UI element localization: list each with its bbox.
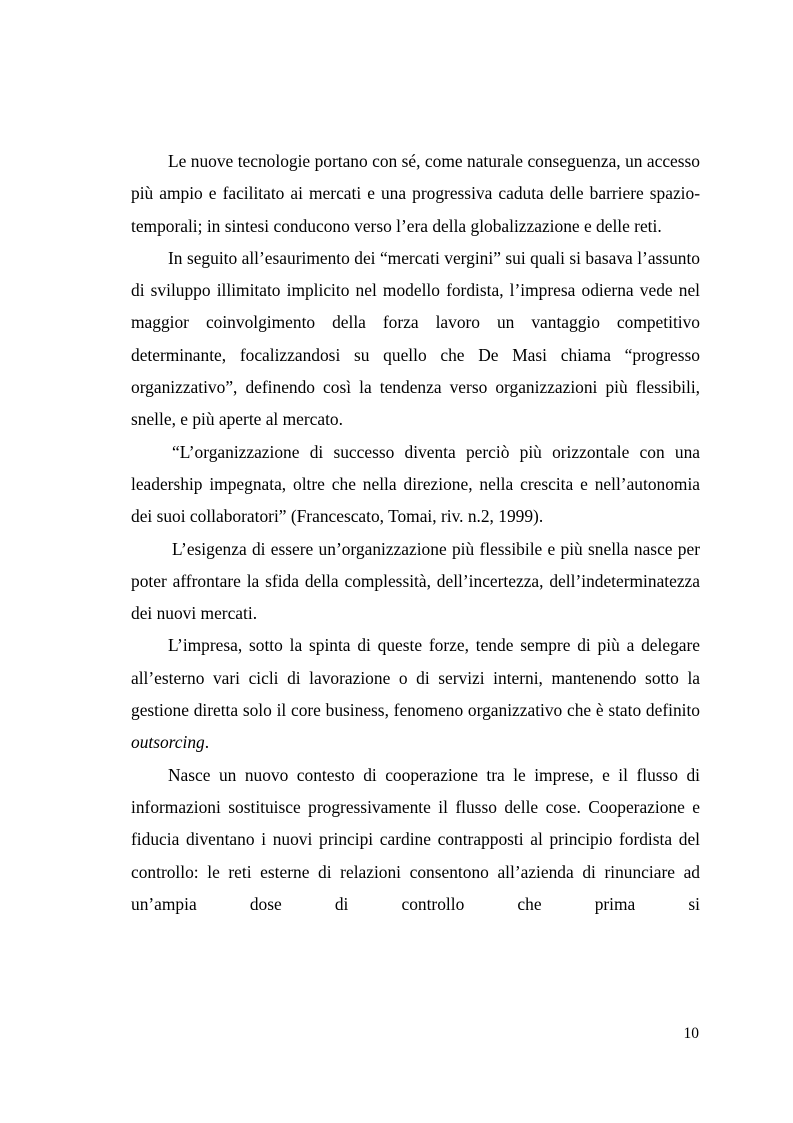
paragraph-text: L’impresa, sotto la spinta di queste forze, tende sempre di più a delegare all’esterno vari cicli di lavorazione o di servizi interni, mantenendo sotto la gestione diretta solo il core business, fenomeno organizzativo che è stato definito [131,635,700,721]
paragraph [131,629,700,758]
paragraph-text: . [204,732,210,753]
paragraph: Le nuove tecnologie portano con sé, come naturale conseguenza, un accesso più ampio e facilitato ai mercati e una progressiva caduta delle barriere spazio-temporali; in sintesi conducono verso l’era della globalizzazione e delle reti. [131,151,700,236]
emphasized-term: outsorcing [131,732,205,753]
page-number: 10 [683,1025,699,1042]
paragraph: In seguito all’esaurimento dei “mercati vergini” sui quali si basava l’assunto di sviluppo illimitato implicito nel modello fordista, l’impresa odierna vede nel maggior coinvolgimento della forza lavoro un vantaggio competitivo determinante, focalizzandosi su quello che De Masi chiama “progresso organizzativo”, definendo così la tendenza verso organizzazioni più flessibili, snelle, e più aperte al mercato. [131,247,700,430]
paragraph: L’esigenza di essere un’organizzazione più flessibile e più snella nasce per poter affrontare la sfida della complessità, dell’incertezza, dell’indeterminatezza dei nuovi mercati. [131,538,700,624]
paragraph: Nasce un nuovo contesto di cooperazione tra le imprese, e il flusso di informazioni sostituisce progressivamente il flusso delle cose. Cooperazione e fiducia diventano i nuovi principi cardine contrapposti al principio fordista del controllo: le reti esterne di relazioni consentono all’azienda di rinunciare ad un’ampia dose di controllo che prima si [131,764,700,914]
quotation-paragraph: “L’organizzazione di successo diventa perciò più orizzontale con una leadership impegnata, oltre che nella direzione, nella crescita e nell’autonomia dei suoi collaboratori” (Francescato, Tomai, riv. n.2, 1999). [131,441,700,527]
body-text [131,145,700,920]
